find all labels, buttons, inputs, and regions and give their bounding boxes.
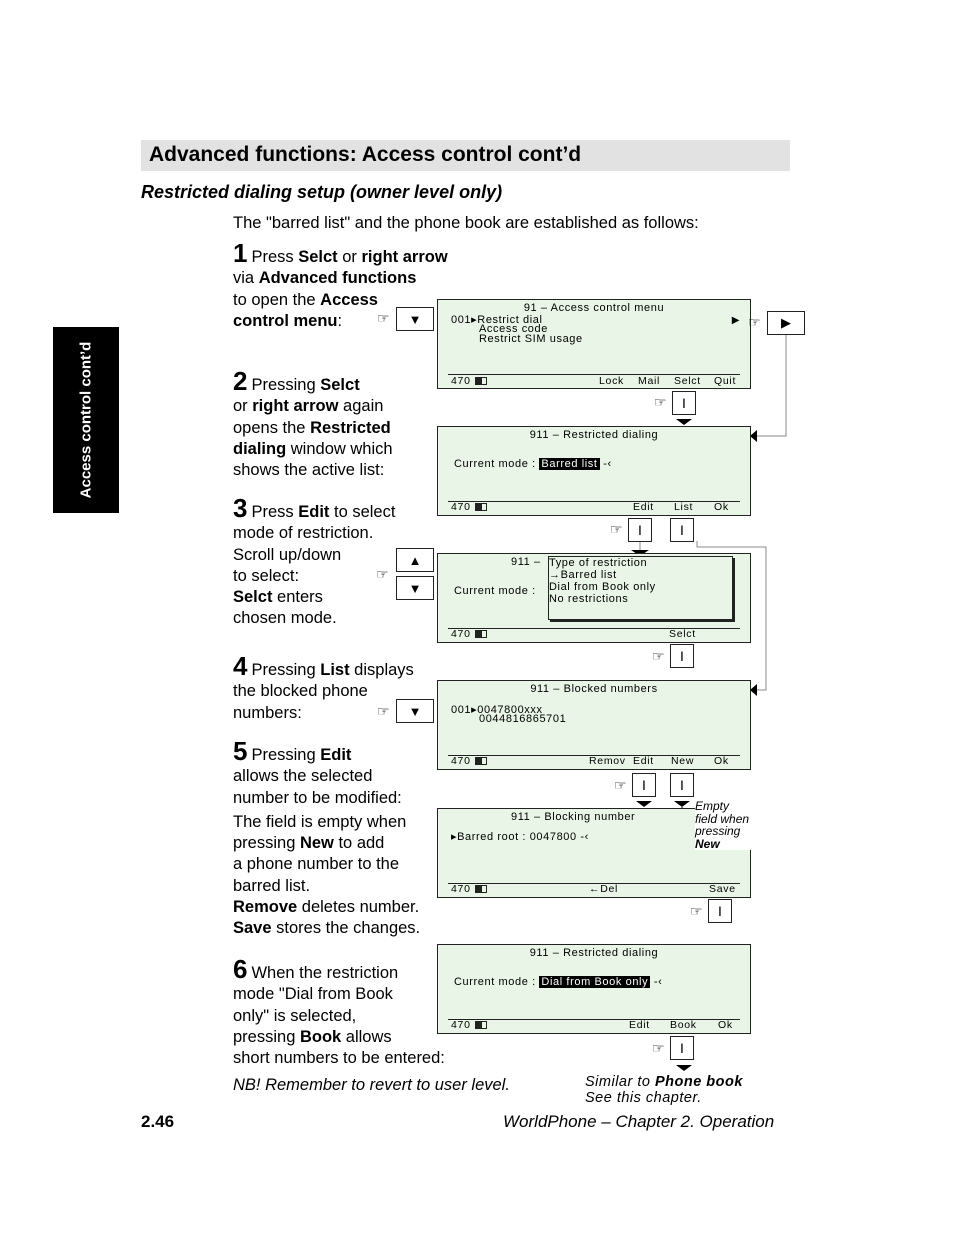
lcd-access-control-menu <box>437 299 751 389</box>
text: to select: <box>233 566 300 585</box>
text: Similar to <box>585 1074 655 1090</box>
text: opens the <box>233 418 311 437</box>
text: only" is selected, <box>233 1006 357 1025</box>
text: Empty <box>695 799 730 813</box>
restriction-type-popup <box>548 556 733 620</box>
up-arrow-key[interactable] <box>396 548 434 572</box>
text: Press <box>251 248 299 266</box>
blocked-number-item[interactable]: 001▸0047800xxx <box>451 704 543 716</box>
text: Book <box>299 1027 342 1046</box>
pointing-hand-icon: ☞ <box>377 703 390 719</box>
text: to open the <box>233 290 321 309</box>
side-tab-label: Access control cont’d <box>77 341 95 499</box>
text: Pressing <box>251 661 321 679</box>
text: Selct <box>233 588 273 607</box>
cursor-icon: ‑‹ <box>650 976 663 988</box>
softkey-new[interactable]: New <box>671 755 695 767</box>
text: Save <box>233 919 272 938</box>
battery-icon <box>475 1021 487 1029</box>
pointing-hand-icon: ☞ <box>654 394 667 410</box>
softkey-selct[interactable]: Selct <box>669 628 696 640</box>
subtitle: Restricted dialing setup (owner level only) <box>141 182 503 202</box>
popup-title: Type of restriction <box>549 557 648 569</box>
text: Remove <box>233 898 298 917</box>
lcd-restricted-dialing-book <box>437 944 751 1034</box>
text: Selct <box>298 248 338 266</box>
text: or <box>233 397 253 416</box>
softkey-icon: I <box>682 395 686 411</box>
option-no-restrictions[interactable]: No restrictions <box>549 593 629 605</box>
text: Pressing <box>251 746 321 764</box>
blocked-number-item[interactable]: 0044816865701 <box>479 713 567 725</box>
text: New <box>695 836 720 851</box>
down-arrow-icon: ▼ <box>408 311 422 327</box>
cursor-icon: ‑‹ <box>576 831 589 843</box>
text: Pressing <box>251 376 321 394</box>
text: to add <box>333 834 385 853</box>
number: 470 <box>451 883 471 895</box>
pointing-hand-icon: ☞ <box>748 314 761 330</box>
text: Edit <box>320 746 352 764</box>
softkey-icon: I <box>638 522 642 538</box>
text: deletes number. <box>297 898 420 917</box>
intro-text: The "barred list" and the phone book are established as follows: <box>233 214 699 232</box>
note: NB! Remember to revert to user level. <box>233 1076 510 1094</box>
text: pressing <box>233 834 300 853</box>
softkey-lock[interactable]: Lock <box>599 375 624 387</box>
text: pressing <box>233 1027 300 1046</box>
text: allows the selected <box>233 767 373 786</box>
battery-icon <box>475 757 487 765</box>
mode-label: Current mode : <box>454 585 536 597</box>
text: via <box>233 269 259 288</box>
text: Phone book <box>654 1074 743 1090</box>
right-arrow-icon: ▶ <box>781 315 791 330</box>
text: a phone number to the <box>233 855 400 874</box>
softkey-ok[interactable]: Ok <box>714 501 729 513</box>
pointing-hand-icon: ☞ <box>376 566 389 582</box>
softkey-selct[interactable]: Selct <box>674 375 701 387</box>
step-number: 4 <box>233 651 248 681</box>
text: Advanced functions <box>258 269 417 288</box>
battery-status <box>451 501 487 513</box>
text: number to be modified: <box>233 788 402 807</box>
text: Access <box>320 290 378 309</box>
cursor-icon: ‑‹ <box>599 458 612 470</box>
mode-label: Current mode : <box>454 976 536 988</box>
text: mode of restriction. <box>233 524 374 543</box>
softkey-button[interactable] <box>672 391 696 415</box>
softkey-icon: I <box>642 777 646 793</box>
text: When the restriction <box>251 964 399 982</box>
softkey-icon: I <box>680 648 684 664</box>
text: stores the changes. <box>271 919 421 938</box>
arrow-right-icon: → <box>549 569 561 581</box>
text: control menu <box>233 311 338 330</box>
pointing-hand-icon: ☞ <box>614 777 627 793</box>
menu-item-restrict-dial[interactable]: 001▸Restrict dial <box>451 314 543 326</box>
text: field when <box>695 811 750 826</box>
option-barred-list[interactable]: Barred list <box>560 569 617 581</box>
softkey-icon: I <box>680 1040 684 1056</box>
pointing-hand-icon: ☞ <box>610 521 623 537</box>
text: chosen mode. <box>233 609 337 628</box>
number: 470 <box>451 375 471 387</box>
text: The field is empty when <box>233 812 407 831</box>
softkey-button[interactable] <box>708 899 732 923</box>
screen-title: 911 – Restricted dialing <box>529 947 659 959</box>
down-arrow-key[interactable] <box>396 576 434 600</box>
menu-item-access-code[interactable]: Access code <box>479 323 548 335</box>
softkey-save[interactable]: Save <box>709 883 736 895</box>
softkey-icon: I <box>680 522 684 538</box>
number: 470 <box>451 1019 471 1031</box>
lcd-blocked-numbers <box>437 680 751 770</box>
battery-status <box>451 628 487 640</box>
page-number: 2.46 <box>141 1112 175 1131</box>
screen-title: 911 – Restricted dialing <box>529 429 659 441</box>
text: displays <box>349 661 414 679</box>
softkey-button[interactable] <box>670 518 694 542</box>
softkey-ok[interactable]: Ok <box>718 1019 733 1031</box>
text: shows the active list: <box>233 461 385 480</box>
down-arrow-key[interactable] <box>396 307 434 331</box>
down-arrow-icon: ▼ <box>408 703 422 719</box>
text: short numbers to be entered: <box>233 1049 445 1068</box>
battery-icon <box>475 503 487 511</box>
text: window which <box>286 439 393 458</box>
text: right arrow <box>361 248 448 266</box>
option-dial-from-book[interactable]: Dial from Book only <box>549 581 656 593</box>
step-number: 2 <box>233 366 248 396</box>
text: New <box>299 834 334 853</box>
up-arrow-icon: ▲ <box>408 552 422 568</box>
softkey-book[interactable]: Book <box>670 1019 697 1031</box>
number: 470 <box>451 501 471 513</box>
softkey-button[interactable] <box>670 773 694 797</box>
right-arrow-icon: ▶ <box>731 315 740 326</box>
step-number: 1 <box>233 238 248 268</box>
step-number: 6 <box>233 954 248 984</box>
softkey-remov[interactable]: Remov <box>589 755 626 767</box>
text: barred list. <box>233 876 311 895</box>
page-title: Advanced functions: Access control cont’d <box>149 143 582 166</box>
battery-icon <box>475 885 487 893</box>
pointing-hand-icon: ☞ <box>377 310 390 326</box>
pointing-hand-icon: ☞ <box>690 903 703 919</box>
text: Scroll up/down <box>233 545 342 564</box>
down-arrow-icon: ▼ <box>408 580 422 596</box>
battery-status <box>451 1019 487 1031</box>
text: mode "Dial from Book <box>233 985 393 1004</box>
text: Press <box>251 503 299 521</box>
screen-title: 911 – <box>511 556 541 568</box>
empty-field-callout <box>695 800 753 850</box>
text: Restricted <box>310 418 391 437</box>
battery-status <box>451 883 487 895</box>
text: See this chapter. <box>585 1090 702 1106</box>
softkey-quit[interactable]: Quit <box>714 375 737 387</box>
chapter-title: WorldPhone – Chapter 2. Operation <box>503 1112 775 1131</box>
battery-icon <box>475 630 487 638</box>
softkey-button[interactable] <box>632 773 656 797</box>
mode-value: Dial from Book only <box>541 976 649 988</box>
text: or <box>337 248 362 266</box>
mode-value: Barred list <box>541 458 598 470</box>
screen-title: 911 – Blocked numbers <box>530 683 658 695</box>
screen-title: 91 – Access control menu <box>523 302 665 314</box>
text: again <box>338 397 384 416</box>
screen-title: 911 – Blocking number <box>511 811 636 823</box>
softkey-edit[interactable]: Edit <box>633 501 654 513</box>
softkey-icon: I <box>680 777 684 793</box>
text: Edit <box>298 503 330 521</box>
battery-icon <box>475 377 487 385</box>
step-number: 3 <box>233 493 248 523</box>
softkey-button[interactable] <box>670 1036 694 1060</box>
text: allows <box>341 1027 392 1046</box>
softkey-button[interactable] <box>628 518 652 542</box>
softkey-button[interactable] <box>670 644 694 668</box>
text: the blocked phone <box>233 682 368 701</box>
number: 470 <box>451 755 471 767</box>
softkey-mail[interactable]: Mail <box>638 375 661 387</box>
softkey-del[interactable]: ←Del <box>589 883 619 895</box>
text: pressing <box>695 824 741 838</box>
step-number: 5 <box>233 736 248 766</box>
text: enters <box>272 588 323 607</box>
softkey-edit[interactable]: Edit <box>629 1019 650 1031</box>
text: List <box>320 661 350 679</box>
text: dialing <box>233 439 287 458</box>
text: Selct <box>320 376 360 394</box>
pointing-hand-icon: ☞ <box>652 1040 665 1056</box>
text: : <box>337 311 343 330</box>
battery-status <box>451 375 487 387</box>
battery-status <box>451 755 487 767</box>
text: numbers: <box>233 703 302 722</box>
softkey-ok[interactable]: Ok <box>714 755 729 767</box>
text: right arrow <box>252 397 339 416</box>
lcd-restricted-dialing <box>437 426 751 516</box>
softkey-list[interactable]: List <box>674 501 694 513</box>
softkey-icon: I <box>718 903 722 919</box>
barred-root-field[interactable]: ▸Barred root : 0047800 <box>451 831 577 843</box>
down-arrow-key[interactable] <box>396 699 434 723</box>
text: to select <box>329 503 396 521</box>
mode-label: Current mode : <box>454 458 536 470</box>
right-arrow-key[interactable] <box>767 311 805 335</box>
pointing-hand-icon: ☞ <box>652 648 665 664</box>
similar-note <box>585 1074 743 1106</box>
softkey-edit[interactable]: Edit <box>633 755 654 767</box>
menu-item-restrict-sim[interactable]: Restrict SIM usage <box>479 333 583 345</box>
number: 470 <box>451 628 471 640</box>
